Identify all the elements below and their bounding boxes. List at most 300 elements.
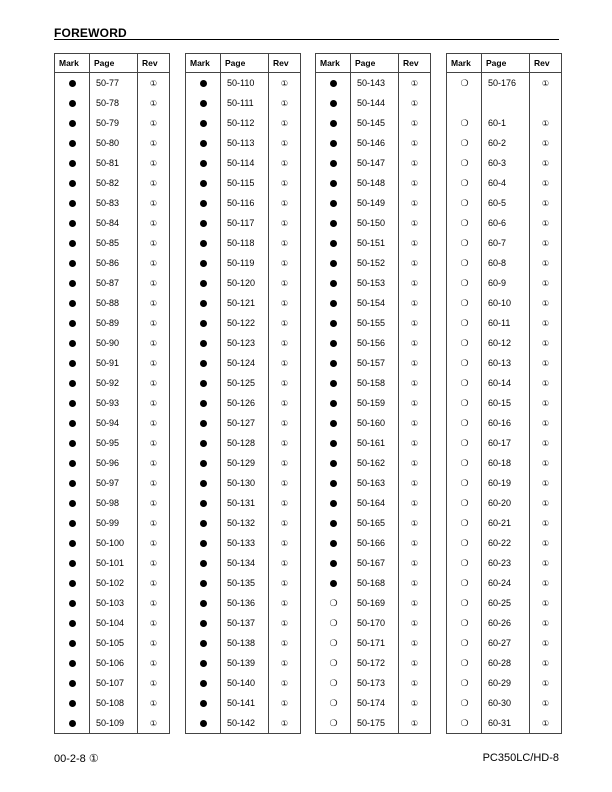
filled-circle-icon <box>69 520 76 527</box>
page-cell: 50-140 <box>227 678 256 688</box>
filled-circle-icon <box>69 680 76 687</box>
table-row <box>186 673 300 693</box>
page-cell: 50-139 <box>227 658 256 668</box>
rev-cell: ① <box>541 178 550 188</box>
page-cell: 50-156 <box>357 338 386 348</box>
rev-cell: ① <box>541 478 550 488</box>
page-cell: 50-159 <box>357 398 386 408</box>
filled-circle-icon <box>200 700 207 707</box>
rev-cell: ① <box>149 458 158 468</box>
table-row <box>186 493 300 513</box>
rev-cell: ① <box>541 258 550 268</box>
mark-cell <box>55 318 90 328</box>
revision-table <box>54 53 170 734</box>
table-row <box>55 233 169 253</box>
page-cell: 60-26 <box>488 618 512 628</box>
table-row <box>186 93 300 113</box>
mark-cell <box>316 618 351 628</box>
page-cell: 50-171 <box>357 638 386 648</box>
rev-cell: ① <box>410 278 419 288</box>
mark-cell <box>186 278 221 288</box>
table-row <box>447 713 561 733</box>
table-row <box>186 573 300 593</box>
page-cell: 50-137 <box>227 618 256 628</box>
rev-cell: ① <box>149 718 158 728</box>
column-header-mark: Mark <box>316 54 351 72</box>
mark-cell <box>447 238 482 248</box>
mark-cell <box>447 678 482 688</box>
rev-cell: ① <box>410 658 419 668</box>
rev-cell: ① <box>410 198 419 208</box>
rev-cell: ① <box>410 378 419 388</box>
page-cell: 50-94 <box>96 418 120 428</box>
filled-circle-icon <box>69 640 76 647</box>
page-cell: 60-28 <box>488 658 512 668</box>
table-row <box>447 533 561 553</box>
mark-cell <box>186 78 221 88</box>
revision-table <box>185 53 301 734</box>
rev-cell: ① <box>149 638 158 648</box>
mark-cell <box>186 558 221 568</box>
page-cell: 50-93 <box>96 398 120 408</box>
column-header-page: Page <box>482 54 530 72</box>
rev-cell: ① <box>149 698 158 708</box>
page-cell: 60-18 <box>488 458 512 468</box>
rev-cell: ① <box>280 518 289 528</box>
rev-cell: ① <box>410 558 419 568</box>
filled-circle-icon <box>69 660 76 667</box>
table-row <box>186 133 300 153</box>
rev-cell: ① <box>280 178 289 188</box>
mark-cell <box>447 418 482 428</box>
mark-cell <box>55 78 90 88</box>
filled-circle-icon <box>200 200 207 207</box>
page-cell: 60-4 <box>488 178 507 188</box>
mark-cell <box>55 478 90 488</box>
filled-circle-icon <box>200 600 207 607</box>
table-row <box>55 713 169 733</box>
rev-cell: ① <box>280 98 289 108</box>
mark-cell <box>316 258 351 268</box>
table-row <box>186 193 300 213</box>
rev-cell: ① <box>280 678 289 688</box>
table-row <box>447 393 561 413</box>
open-circle-icon: ❍ <box>460 158 469 169</box>
rev-cell: ① <box>149 378 158 388</box>
open-circle-icon: ❍ <box>460 598 469 609</box>
mark-cell <box>55 118 90 128</box>
table-row <box>55 433 169 453</box>
rev-cell: ① <box>410 78 419 88</box>
rev-cell: ① <box>410 178 419 188</box>
table-row <box>316 613 430 633</box>
page-cell: 50-120 <box>227 278 256 288</box>
open-circle-icon: ❍ <box>460 338 469 349</box>
mark-cell <box>186 258 221 268</box>
filled-circle-icon <box>69 280 76 287</box>
page-cell: 60-9 <box>488 278 507 288</box>
table-row <box>55 213 169 233</box>
filled-circle-icon <box>200 540 207 547</box>
mark-cell <box>316 98 351 108</box>
table-row <box>55 673 169 693</box>
table-row <box>316 513 430 533</box>
page-cell: 50-164 <box>357 498 386 508</box>
mark-cell <box>55 538 90 548</box>
rev-cell: ① <box>149 158 158 168</box>
filled-circle-icon <box>69 560 76 567</box>
table-row <box>186 273 300 293</box>
mark-cell <box>447 398 482 408</box>
filled-circle-icon <box>200 480 207 487</box>
revision-table <box>446 53 562 734</box>
mark-cell <box>55 598 90 608</box>
page-cell: 50-100 <box>96 538 125 548</box>
table-header <box>186 54 300 73</box>
page-cell: 50-90 <box>96 338 120 348</box>
rev-cell: ① <box>541 138 550 148</box>
page-cell: 50-122 <box>227 318 256 328</box>
table-row <box>316 293 430 313</box>
rev-cell: ① <box>280 258 289 268</box>
page-cell: 50-103 <box>96 598 125 608</box>
table-row <box>186 653 300 673</box>
mark-cell <box>447 258 482 268</box>
mark-cell <box>186 538 221 548</box>
page-number: 00-2-8 ① <box>54 753 99 765</box>
page-cell: 50-92 <box>96 378 120 388</box>
filled-circle-icon <box>200 220 207 227</box>
filled-circle-icon <box>69 80 76 87</box>
filled-circle-icon <box>200 300 207 307</box>
page-cell: 50-174 <box>357 698 386 708</box>
filled-circle-icon <box>200 180 207 187</box>
mark-cell <box>316 378 351 388</box>
open-circle-icon: ❍ <box>460 538 469 549</box>
open-circle-icon: ❍ <box>460 458 469 469</box>
table-row <box>316 533 430 553</box>
page-cell: 50-110 <box>227 78 255 88</box>
table-row <box>316 253 430 273</box>
rev-cell: ① <box>149 78 158 88</box>
table-row <box>316 593 430 613</box>
table-row <box>55 533 169 553</box>
mark-cell <box>55 358 90 368</box>
table-row <box>447 693 561 713</box>
filled-circle-icon <box>330 220 337 227</box>
rev-cell: ① <box>149 318 158 328</box>
table-row <box>55 273 169 293</box>
table-row <box>447 673 561 693</box>
table-row <box>316 433 430 453</box>
mark-cell <box>447 638 482 648</box>
mark-cell <box>316 218 351 228</box>
open-circle-icon: ❍ <box>460 498 469 509</box>
mark-cell <box>447 458 482 468</box>
rev-cell: ① <box>410 538 419 548</box>
rev-cell: ① <box>280 458 289 468</box>
column-header-mark: Mark <box>447 54 482 72</box>
rev-cell: ① <box>541 118 550 128</box>
mark-cell <box>186 238 221 248</box>
open-circle-icon: ❍ <box>329 698 338 709</box>
page-cell: 50-82 <box>96 178 120 188</box>
rev-cell: ① <box>410 458 419 468</box>
mark-cell <box>55 198 90 208</box>
filled-circle-icon <box>200 680 207 687</box>
mark-cell <box>55 378 90 388</box>
table-row <box>55 513 169 533</box>
table-row <box>447 273 561 293</box>
mark-cell <box>316 658 351 668</box>
filled-circle-icon <box>69 160 76 167</box>
rev-cell: ① <box>280 118 289 128</box>
rev-cell: ① <box>410 258 419 268</box>
mark-cell <box>447 578 482 588</box>
filled-circle-icon <box>330 300 337 307</box>
open-circle-icon: ❍ <box>329 678 338 689</box>
rev-cell: ① <box>280 718 289 728</box>
filled-circle-icon <box>69 180 76 187</box>
rev-cell: ① <box>149 338 158 348</box>
table-row <box>186 253 300 273</box>
rev-cell: ① <box>149 538 158 548</box>
page-cell: 50-133 <box>227 538 256 548</box>
table-row <box>447 653 561 673</box>
filled-circle-icon <box>69 320 76 327</box>
page-cell: 50-167 <box>357 558 386 568</box>
filled-circle-icon <box>200 580 207 587</box>
filled-circle-icon <box>69 240 76 247</box>
open-circle-icon: ❍ <box>460 518 469 529</box>
rev-cell: ① <box>541 538 550 548</box>
table-row <box>186 513 300 533</box>
filled-circle-icon <box>200 620 207 627</box>
rev-cell: ① <box>410 338 419 348</box>
table-row <box>447 493 561 513</box>
filled-circle-icon <box>330 520 337 527</box>
rev-cell: ① <box>149 278 158 288</box>
filled-circle-icon <box>69 620 76 627</box>
page-cell: 60-1 <box>488 118 507 128</box>
filled-circle-icon <box>69 420 76 427</box>
page-cell: 50-136 <box>227 598 256 608</box>
table-row <box>55 353 169 373</box>
page-cell: 60-13 <box>488 358 512 368</box>
table-row <box>316 553 430 573</box>
filled-circle-icon <box>69 400 76 407</box>
page-cell: 60-27 <box>488 638 512 648</box>
mark-cell <box>447 518 482 528</box>
open-circle-icon: ❍ <box>460 478 469 489</box>
mark-cell <box>186 718 221 728</box>
page-cell: 50-117 <box>227 218 255 228</box>
rev-cell: ① <box>410 718 419 728</box>
page-cell: 50-134 <box>227 558 256 568</box>
page-cell: 50-80 <box>96 138 120 148</box>
filled-circle-icon <box>69 120 76 127</box>
page-cell: 50-97 <box>96 478 120 488</box>
mark-cell <box>55 298 90 308</box>
rev-cell: ① <box>541 378 550 388</box>
mark-cell <box>447 538 482 548</box>
filled-circle-icon <box>69 460 76 467</box>
table-row <box>55 313 169 333</box>
table-row <box>186 453 300 473</box>
page-cell: 50-148 <box>357 178 386 188</box>
column-header-mark: Mark <box>186 54 221 72</box>
filled-circle-icon <box>200 500 207 507</box>
mark-cell <box>55 438 90 448</box>
table-row <box>55 693 169 713</box>
page-cell: 50-155 <box>357 318 386 328</box>
table-row <box>55 113 169 133</box>
open-circle-icon: ❍ <box>460 278 469 289</box>
table-row <box>447 453 561 473</box>
mark-cell <box>447 358 482 368</box>
rev-cell: ① <box>280 498 289 508</box>
page-cell: 60-29 <box>488 678 512 688</box>
mark-cell <box>316 578 351 588</box>
page-cell: 60-6 <box>488 218 507 228</box>
rev-cell: ① <box>280 298 289 308</box>
filled-circle-icon <box>330 240 337 247</box>
open-circle-icon: ❍ <box>460 318 469 329</box>
rev-cell: ① <box>541 618 550 628</box>
rev-cell: ① <box>280 198 289 208</box>
table-row <box>186 313 300 333</box>
rev-cell: ① <box>149 518 158 528</box>
rev-cell: ① <box>541 418 550 428</box>
rev-cell: ① <box>541 338 550 348</box>
page-cell: 50-123 <box>227 338 256 348</box>
table-row <box>447 333 561 353</box>
page-cell: 50-161 <box>357 438 386 448</box>
mark-cell <box>186 218 221 228</box>
table-row <box>316 653 430 673</box>
page-cell: 50-84 <box>96 218 120 228</box>
page-cell: 50-146 <box>357 138 386 148</box>
rev-cell: ① <box>410 298 419 308</box>
rev-cell: ① <box>149 398 158 408</box>
mark-cell <box>186 698 221 708</box>
filled-circle-icon <box>69 100 76 107</box>
filled-circle-icon <box>69 300 76 307</box>
mark-cell <box>186 298 221 308</box>
table-row <box>186 593 300 613</box>
rev-cell: ① <box>410 698 419 708</box>
rev-cell: ① <box>410 598 419 608</box>
filled-circle-icon <box>200 460 207 467</box>
rev-cell: ① <box>410 418 419 428</box>
page-cell: 60-8 <box>488 258 507 268</box>
table-row <box>447 413 561 433</box>
page-cell: 60-3 <box>488 158 507 168</box>
rev-cell: ① <box>149 238 158 248</box>
mark-cell <box>55 458 90 468</box>
page-cell: 50-142 <box>227 718 256 728</box>
table-row <box>186 353 300 373</box>
open-circle-icon: ❍ <box>329 618 338 629</box>
mark-cell <box>186 378 221 388</box>
mark-cell <box>447 298 482 308</box>
mark-cell <box>316 458 351 468</box>
table-row <box>316 693 430 713</box>
mark-cell <box>316 638 351 648</box>
table-row <box>316 173 430 193</box>
mark-cell <box>55 338 90 348</box>
table-row <box>447 133 561 153</box>
table-row <box>316 473 430 493</box>
mark-cell <box>55 178 90 188</box>
mark-cell <box>316 358 351 368</box>
mark-cell <box>316 298 351 308</box>
filled-circle-icon <box>330 120 337 127</box>
rev-cell: ① <box>280 378 289 388</box>
filled-circle-icon <box>330 280 337 287</box>
mark-cell <box>186 358 221 368</box>
mark-cell <box>447 338 482 348</box>
rev-cell: ① <box>280 278 289 288</box>
table-row <box>186 553 300 573</box>
mark-cell <box>55 398 90 408</box>
mark-cell <box>55 658 90 668</box>
rev-cell: ① <box>410 358 419 368</box>
table-row <box>55 293 169 313</box>
page-cell: 50-144 <box>357 98 386 108</box>
page-cell: 50-170 <box>357 618 386 628</box>
table-row <box>316 273 430 293</box>
mark-cell <box>316 518 351 528</box>
page-cell: 50-152 <box>357 258 386 268</box>
column-header-rev: Rev <box>273 58 289 68</box>
open-circle-icon: ❍ <box>460 238 469 249</box>
rev-cell: ① <box>541 198 550 208</box>
filled-circle-icon <box>330 80 337 87</box>
column-header-rev: Rev <box>534 58 550 68</box>
table-row <box>55 253 169 273</box>
filled-circle-icon <box>200 100 207 107</box>
table-row <box>186 413 300 433</box>
filled-circle-icon <box>69 600 76 607</box>
mark-cell <box>316 698 351 708</box>
table-row <box>55 553 169 573</box>
table-row <box>447 173 561 193</box>
page-cell: 50-130 <box>227 478 256 488</box>
mark-cell <box>447 438 482 448</box>
table-row <box>447 193 561 213</box>
page-cell: 50-121 <box>227 298 256 308</box>
filled-circle-icon <box>200 340 207 347</box>
mark-cell <box>447 278 482 288</box>
rev-cell: ① <box>149 438 158 448</box>
mark-cell <box>447 618 482 628</box>
rev-cell: ① <box>541 598 550 608</box>
rev-cell: ① <box>280 358 289 368</box>
mark-cell <box>447 558 482 568</box>
page-cell: 60-17 <box>488 438 512 448</box>
page-cell: 50-77 <box>96 78 120 88</box>
mark-cell <box>316 558 351 568</box>
page-cell: 50-166 <box>357 538 386 548</box>
rev-cell: ① <box>410 158 419 168</box>
filled-circle-icon <box>200 140 207 147</box>
column-header-page: Page <box>221 54 269 72</box>
rev-cell: ① <box>149 418 158 428</box>
page-cell: 50-132 <box>227 518 256 528</box>
table-row <box>316 193 430 213</box>
mark-cell <box>186 578 221 588</box>
